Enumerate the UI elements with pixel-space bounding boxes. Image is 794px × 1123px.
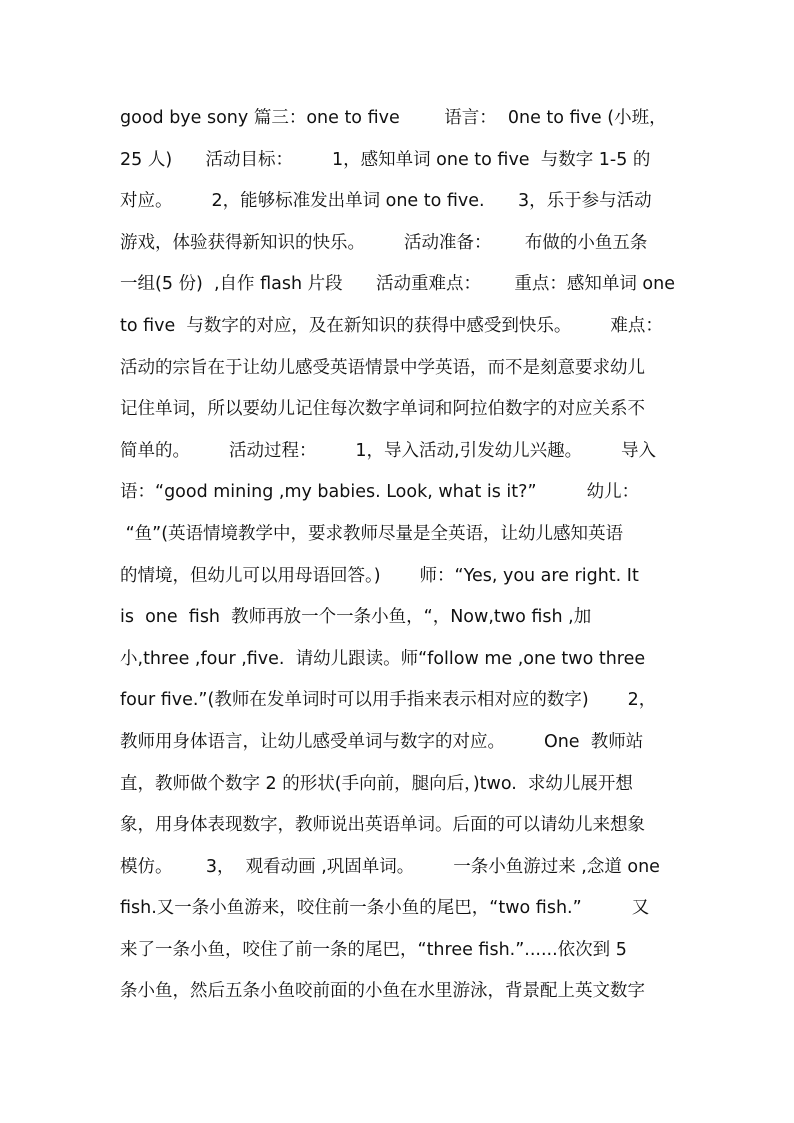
text-line: 活动的宗旨在于让幼儿感受英语情景中学英语，而不是刻意要求幼儿	[120, 357, 645, 378]
text-line: 游戏，体验获得新知识的快乐。 活动准备： 布做的小鱼五条	[120, 232, 648, 253]
text-line: 简单的。 活动过程： 1，导入活动,引发幼儿兴趣。 导入	[120, 440, 657, 461]
text-line: 的情境，但幼儿可以用母语回答。) 师：“Yes, you are right. It	[120, 565, 639, 586]
text-line: fish.又一条小鱼游来，咬住前一条小鱼的尾巴，“two fish.” 又	[120, 898, 650, 919]
text-line: 小,three ,four ,five. 请幼儿跟读。师“follow me ,one two three	[120, 648, 646, 669]
text-line: “鱼”(英语情境教学中，要求教师尽量是全英语，让幼儿感知英语	[120, 523, 624, 544]
text-line: good bye sony 篇三：one to five 语言： 0ne to five (小班，	[120, 108, 667, 128]
lesson-plan-text	[120, 102, 676, 1017]
text-line: 象，用身体表现数字，教师说出英语单词。后面的可以请幼儿来想象	[120, 815, 645, 836]
text-line: to five 与数字的对应，及在新知识的获得中感受到快乐。 难点：	[120, 315, 663, 336]
text-line: 来了一条小鱼，咬住了前一条的尾巴，“three fish.”......依次到 5	[120, 939, 627, 960]
text-line: 直，教师做个数字 2 的形状(手向前，腿向后，)two. 求幼儿展开想	[120, 773, 633, 794]
text-line: 25 人) 活动目标： 1，感知单词 one to five 与数字 1-5 的	[120, 149, 651, 170]
text-line: 模仿。 3， 观看动画 ,巩固单词。 一条小鱼游过来 ,念道 one	[120, 856, 660, 877]
text-line: 记住单词，所以要幼儿记住每次数字单词和阿拉伯数字的对应关系不	[120, 399, 645, 420]
text-line: 教师用身体语言，让幼儿感受单词与数字的对应。 One 教师站	[120, 731, 644, 752]
text-line: 一组(5 份) ,自作 flash 片段 活动重难点： 重点：感知单词 one	[120, 274, 675, 295]
text-line: 语：“good mining ,my babies. Look, what is it?” 幼儿：	[120, 482, 640, 503]
text-line: 对应。 2，能够标准发出单词 one to five. 3，乐于参与活动	[120, 191, 652, 212]
text-line: 条小鱼，然后五条小鱼咬前面的小鱼在水里游泳，背景配上英文数字	[120, 981, 645, 1002]
text-line: four five.”(教师在发单词时可以用手指来表示相对应的数字) 2，	[120, 690, 657, 711]
text-line: is one fish 教师再放一个一条小鱼，“，Now,two fish ,加	[120, 607, 592, 628]
